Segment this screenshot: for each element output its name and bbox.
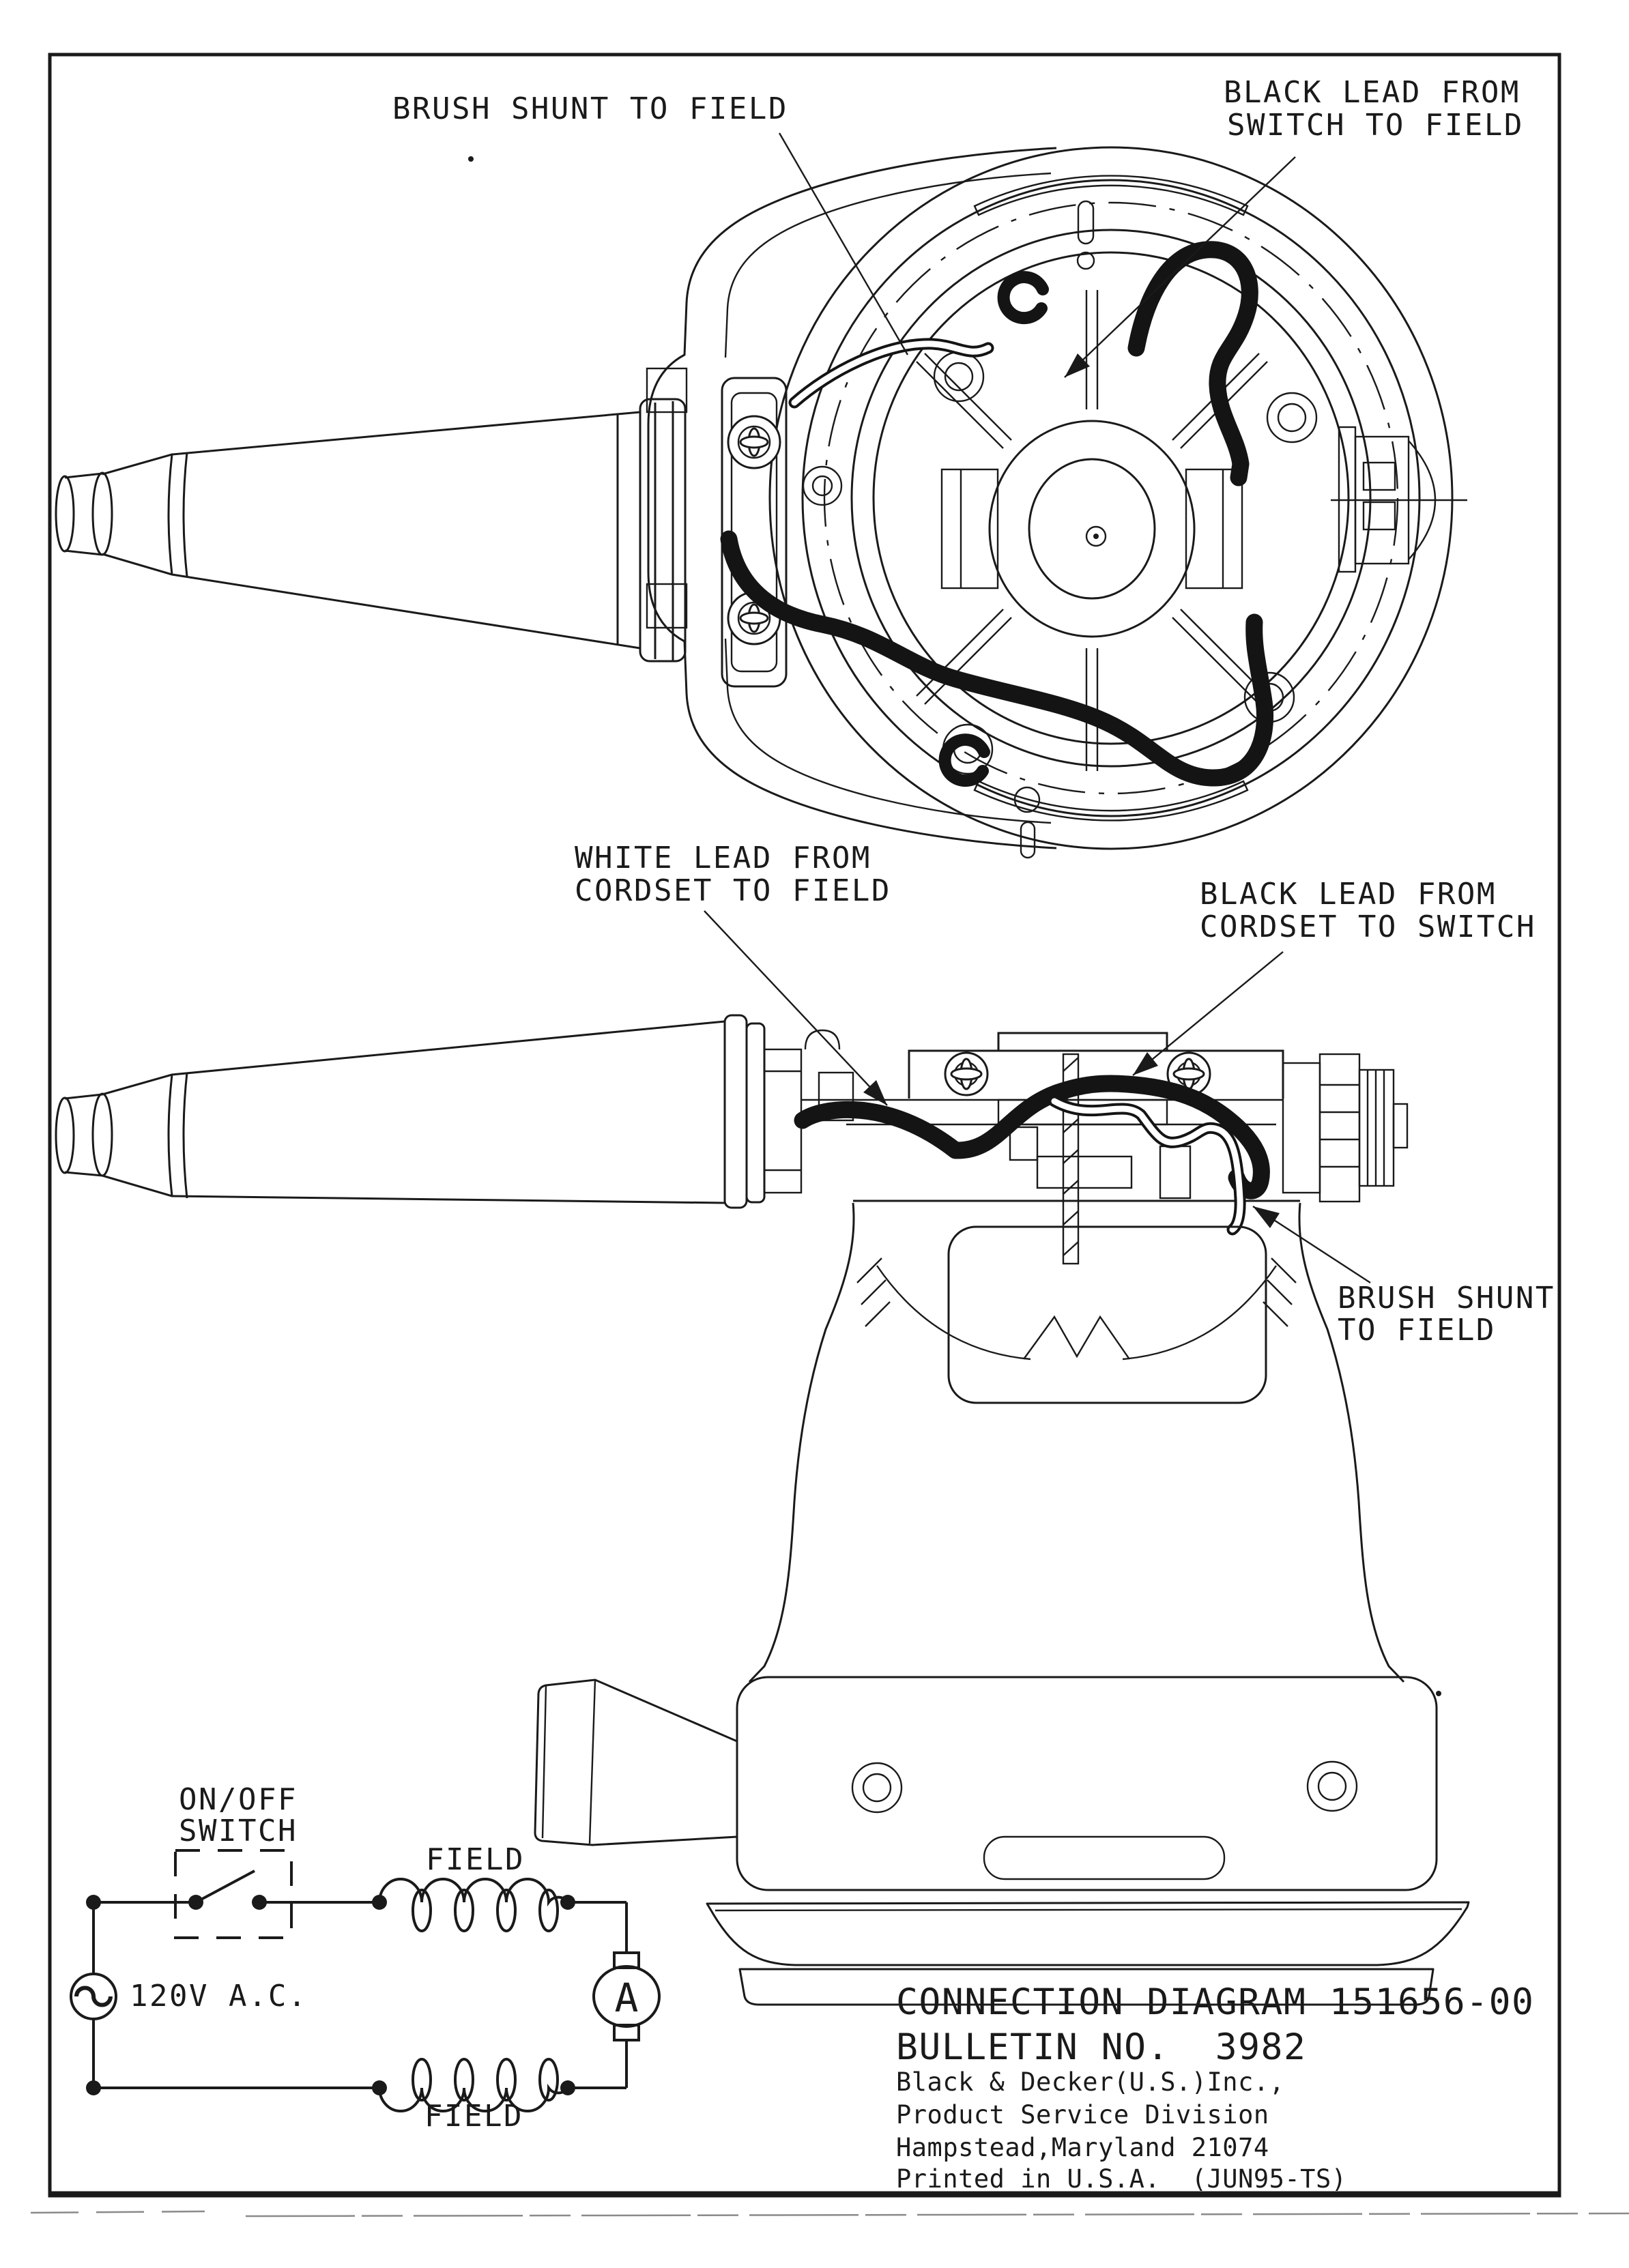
- white-lead-wire-side: [1054, 1101, 1240, 1230]
- circuit-schematic: [71, 1782, 659, 2134]
- handle-side-view: [56, 1015, 839, 1208]
- top-view-drawing: [56, 133, 1467, 858]
- phillips-screw-icon: [728, 416, 780, 468]
- callout-black-switch-line2: SWITCH TO FIELD: [1227, 108, 1524, 143]
- title-company: Black & Decker(U.S.)Inc.,: [896, 2067, 1285, 2097]
- bell-housing: [749, 1203, 1404, 1682]
- ac-source-symbol: [71, 1974, 116, 2019]
- callout-brush-shunt-side-line2: TO FIELD: [1338, 1313, 1496, 1348]
- title-printed: Printed in U.S.A. (JUN95-TS): [896, 2164, 1347, 2194]
- handle-top-view: [56, 399, 685, 661]
- switch-symbol: [175, 1850, 291, 1938]
- schematic-source-label: 120V A.C.: [130, 1979, 308, 2013]
- brush-holders: [803, 467, 1242, 588]
- callout-white-cordset-line2: CORDSET TO FIELD: [575, 873, 891, 908]
- schematic-field-bottom-label: FIELD: [424, 2099, 523, 2134]
- callout-black-cordset-line1: BLACK LEAD FROM: [1200, 877, 1497, 912]
- title-bulletin-number: BULLETIN NO. 3982: [896, 2026, 1307, 2068]
- callout-black-cordset-line2: CORDSET TO SWITCH: [1200, 910, 1536, 944]
- schematic-armature-label: A: [614, 1975, 639, 2021]
- schematic-onoff-label: ON/OFF: [179, 1782, 298, 1817]
- switch-assembly: [801, 1033, 1407, 1264]
- schematic-switch-label: SWITCH: [179, 1814, 298, 1848]
- dust-port: [535, 1680, 737, 1845]
- screw-boss: [852, 1762, 1357, 1812]
- white-lead-wire-top: [794, 344, 988, 403]
- title-block: [896, 1981, 1534, 2194]
- title-diagram-number: CONNECTION DIAGRAM 151656-00: [896, 1981, 1535, 2023]
- title-division: Product Service Division: [896, 2100, 1269, 2129]
- field-connector-block: [1331, 427, 1467, 572]
- callout-brush-shunt-top: BRUSH SHUNT TO FIELD: [392, 91, 788, 126]
- field-coil-top: [379, 1879, 568, 1931]
- callout-brush-shunt-side-line1: BRUSH SHUNT: [1338, 1281, 1555, 1315]
- callout-black-switch-line1: BLACK LEAD FROM: [1224, 75, 1520, 110]
- cordset-connector: [1283, 1054, 1407, 1202]
- switch-blade: [196, 1871, 255, 1902]
- armature-hub: [990, 421, 1194, 637]
- title-address: Hampstead,Maryland 21074: [896, 2133, 1269, 2162]
- schematic-field-top-label: FIELD: [426, 1842, 525, 1877]
- black-lead-wires-top: [729, 250, 1265, 781]
- callout-white-cordset-line1: WHITE LEAD FROM: [575, 841, 871, 875]
- phillips-screw-icon: [945, 1053, 988, 1095]
- lower-housing: [535, 1677, 1437, 1890]
- top-callouts: [392, 75, 1524, 143]
- motor-housing-rings: [770, 147, 1452, 849]
